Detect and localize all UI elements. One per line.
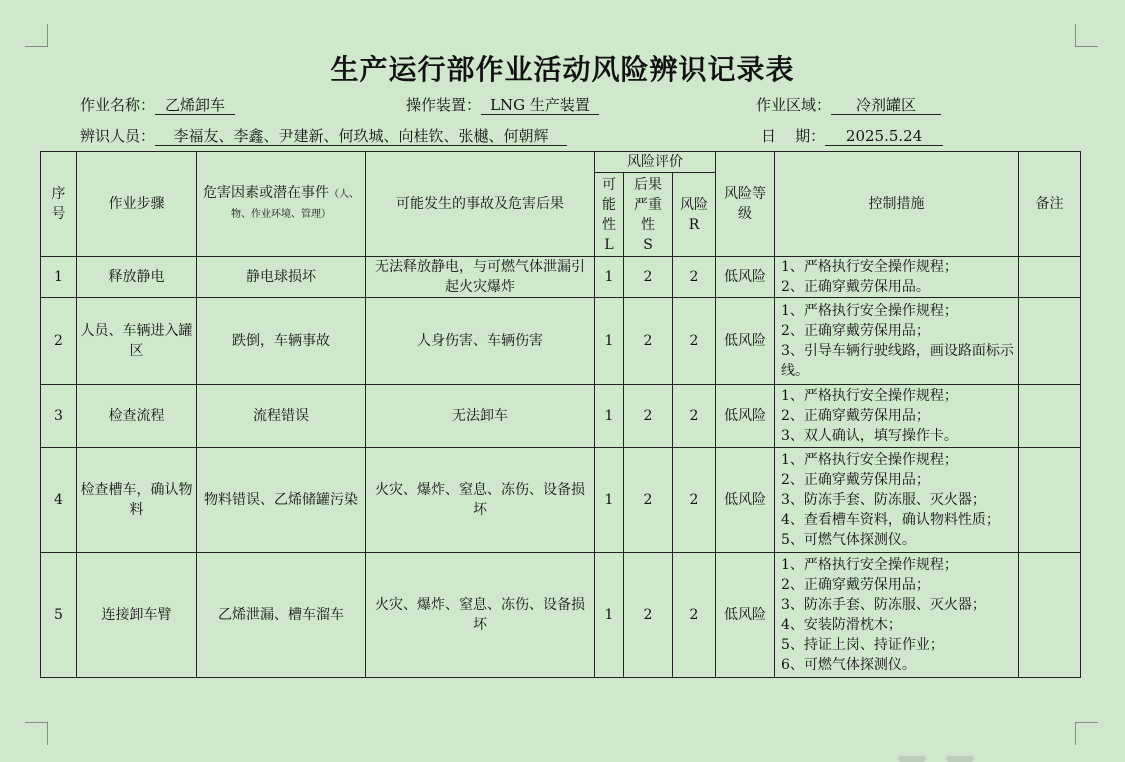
row-risk-r: 2 [673,553,716,678]
area-value: 冷剂罐区 [831,97,941,115]
row-risk-level: 低风险 [716,448,775,553]
job-name-label: 作业名称： [80,96,156,114]
header-step: 作业步骤 [77,152,197,257]
header-likelihood: 可 能 性 L [595,173,624,257]
row-remark [1019,298,1081,385]
row-risk-r: 2 [673,448,716,553]
control-item: 3、双人确认，填写操作卡。 [781,428,958,444]
area-field [756,94,941,115]
device-value: LNG 生产装置 [481,97,599,115]
row-severity: 2 [624,553,673,678]
row-likelihood: 1 [595,385,624,448]
control-item: 1、严格执行安全操作规程； [781,557,958,573]
table-row [41,385,1081,448]
row-remark [1019,385,1081,448]
header-consequence: 可能发生的事故及危害后果 [366,152,595,257]
area-label: 作业区域： [756,96,832,114]
control-item: 6、可燃气体探测仪。 [781,657,916,673]
row-step: 检查流程 [77,385,197,448]
row-risk-level: 低风险 [716,298,775,385]
row-seq: 1 [41,257,77,298]
control-item: 4、安装防滑枕木； [781,617,902,633]
control-item: 3、引导车辆行驶线路，画设路面标示线。 [781,343,1014,379]
job-name-field [80,94,235,115]
control-item: 1、严格执行安全操作规程； [781,259,958,275]
control-item: 2、正确穿戴劳保用品； [781,408,930,424]
scrollbar-thumb-2[interactable] [946,756,974,762]
table-row [41,257,1081,298]
row-remark [1019,257,1081,298]
table-row [41,553,1081,678]
row-consequence: 火灾、爆炸、窒息、冻伤、设备损坏 [366,553,595,678]
row-consequence: 无法卸车 [366,385,595,448]
device-field [406,94,599,115]
row-step: 人员、车辆进入罐区 [77,298,197,385]
header-risk-r: 风险 R [673,173,716,257]
row-severity: 2 [624,298,673,385]
control-item: 2、正确穿戴劳保用品； [781,472,930,488]
row-severity: 2 [624,385,673,448]
row-controls [775,298,1019,385]
row-consequence: 人身伤害、车辆伤害 [366,298,595,385]
row-likelihood: 1 [595,298,624,385]
row-risk-r: 2 [673,385,716,448]
row-hazard: 乙烯泄漏、槽车溜车 [197,553,366,678]
row-seq: 4 [41,448,77,553]
people-value: 李福友、李鑫、尹建新、何玖城、向桂钦、张樾、何朝辉 [155,128,567,146]
control-item: 1、严格执行安全操作规程； [781,388,958,404]
row-controls [775,385,1019,448]
row-step: 释放静电 [77,257,197,298]
control-item: 2、正确穿戴劳保用品。 [781,279,930,295]
margin-mark-top-left [25,24,48,47]
row-controls [775,257,1019,298]
date-value: 2025.5.24 [825,128,943,146]
header-remark: 备注 [1019,152,1081,257]
row-seq: 3 [41,385,77,448]
row-step: 连接卸车臂 [77,553,197,678]
table-row [41,298,1081,385]
control-item: 1、严格执行安全操作规程； [781,452,958,468]
header-control: 控制措施 [775,152,1019,257]
people-field [80,125,567,146]
row-consequence: 火灾、爆炸、窒息、冻伤、设备损坏 [366,448,595,553]
row-remark [1019,448,1081,553]
margin-mark-bottom-right [1075,722,1098,745]
margin-mark-top-right [1075,24,1098,47]
scrollbar-thumb[interactable] [898,756,926,762]
header-risk-level: 风险等 级 [716,152,775,257]
row-risk-level: 低风险 [716,553,775,678]
control-item: 1、严格执行安全操作规程； [781,303,958,319]
job-name-value: 乙烯卸车 [155,97,235,115]
control-item: 3、防冻手套、防冻服、灭火器； [781,597,986,613]
date-field [761,125,943,146]
header-seq: 序 号 [41,152,77,257]
header-risk-eval: 风险评价 [595,152,716,173]
row-hazard: 物料错误、乙烯储罐污染 [197,448,366,553]
table-row [41,448,1081,553]
row-step: 检查槽车，确认物料 [77,448,197,553]
row-severity: 2 [624,257,673,298]
row-risk-level: 低风险 [716,385,775,448]
row-hazard: 静电球损坏 [197,257,366,298]
control-item: 2、正确穿戴劳保用品； [781,323,930,339]
people-label: 辨识人员： [80,127,156,145]
control-item: 4、查看槽车资料，确认物料性质； [781,512,1000,528]
row-seq: 5 [41,553,77,678]
row-likelihood: 1 [595,553,624,678]
control-item: 5、持证上岗、持证作业； [781,637,944,653]
row-severity: 2 [624,448,673,553]
risk-table [40,151,1081,678]
header-hazard: 危害因素或潜在事件（人、 物、作业环境、管理） [197,152,366,257]
row-controls [775,448,1019,553]
row-hazard: 流程错误 [197,385,366,448]
date-label: 日 期： [761,127,826,145]
row-remark [1019,553,1081,678]
row-risk-r: 2 [673,257,716,298]
control-item: 5、可燃气体探测仪。 [781,532,916,548]
row-seq: 2 [41,298,77,385]
row-likelihood: 1 [595,448,624,553]
page-title: 生产运行部作业活动风险辨识记录表 [330,53,795,86]
control-item: 2、正确穿戴劳保用品； [781,577,930,593]
margin-mark-bottom-left [25,722,48,745]
header-severity: 后果 严重 性 S [624,173,673,257]
row-risk-level: 低风险 [716,257,775,298]
device-label: 操作装置： [406,96,482,114]
control-item: 3、防冻手套、防冻服、灭火器； [781,492,986,508]
row-likelihood: 1 [595,257,624,298]
row-risk-r: 2 [673,298,716,385]
row-hazard: 跌倒，车辆事故 [197,298,366,385]
row-controls [775,553,1019,678]
row-consequence: 无法释放静电，与可燃气体泄漏引起火灾爆炸 [366,257,595,298]
